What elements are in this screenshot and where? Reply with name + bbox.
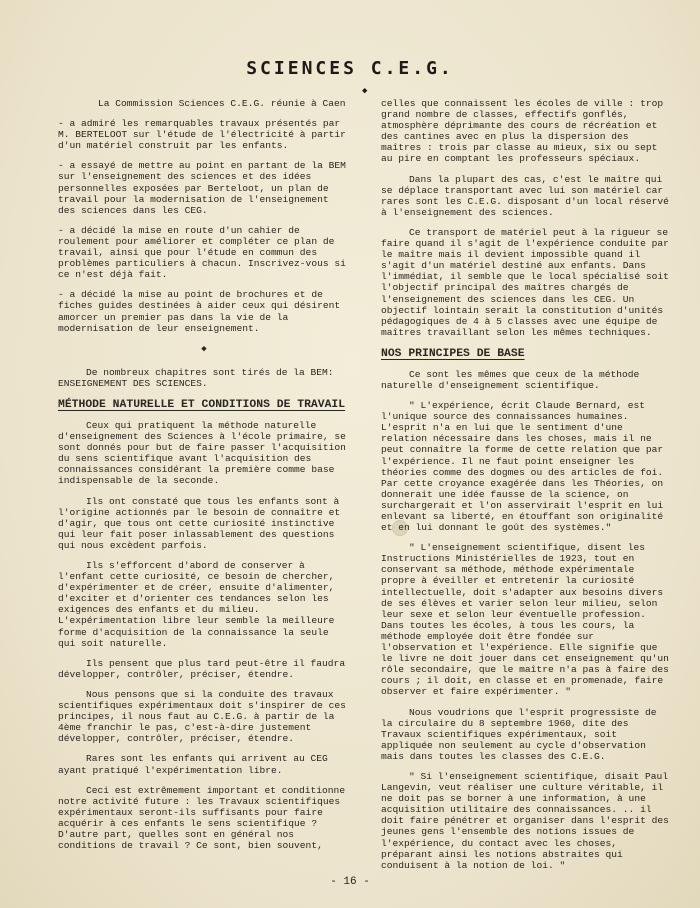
paragraph: celles que connaissent les écoles de ville : trop grand nombre de classes, effectifs gonflés, atmosphère déprimante des cours de récréation et des cantines avec en plus la dispersion des maîtres : trois par classe au mieux, six ou sept au pire en comptant les professeurs spéciaux. (381, 98, 669, 165)
paragraph: Ils pensent que plus tard peut-être il faudra développer, contrôler, préciser, étendre. (58, 657, 351, 680)
paragraph: Ceux qui pratiquent la méthode naturelle d'enseignement des Sciences à l'école primaire, se sont donnés pour but de faire passer l'acquisition du sens scientifique avant l'acquisition des connaissances considérant la première comme base indispensable de la seconde. (58, 419, 352, 487)
intro-text: La Commission Sciences C.E.G. réunie à Caen (98, 98, 346, 109)
section-heading: MÉTHODE NATURELLE ET CONDITIONS DE TRAVAIL (58, 398, 346, 411)
paragraph: Rares sont les enfants qui arrivent au CEG ayant pratiqué l'expérimentation libre. (58, 753, 334, 776)
right-column (381, 98, 673, 880)
page-title: SCIENCES C.E.G. (246, 58, 454, 79)
diamond-ornament-icon: ◆ (362, 86, 368, 96)
chapters-note: De nombreux chapitres sont tirés de la BEM: ENSEIGNEMENT DES SCIENCES. (58, 366, 340, 389)
section-heading: NOS PRINCIPES DE BASE (381, 347, 525, 360)
paragraph: Nous pensons que si la conduite des travaux scientifiques expérimentaux doit s'inspirer de ces principes, il nous faut au C.E.G. à partir de la 4ème franchir le pas, c'est-à-dire justement développer, contrôler, préciser, étendre. (58, 688, 352, 745)
paragraph: Nous voudrions que l'esprit progressiste de la circulaire du 8 septembre 1960, dite des Travaux scientifiques expérimentaux, soit appliquée non seulement au cycle d'observation mais dans toutes les classes des C.E.G. (381, 706, 663, 762)
diamond-ornament-icon: ◆ (201, 343, 207, 354)
quote-paragraph: " L'enseignement scientifique, disent les Instructions Ministérielles de 1923, tout en conservant sa méthode, méthode expérimentale propre à éveiller et entretenir la curiosité intellectuelle, doit s'adapter aux besoins divers de ses élèves et varier selon leur milieu, selon leur sexe et selon leur éventuelle profession. Dans toutes les écoles, à tous les cours, la méthode employée doit être fondée sur l'observation et l'expérience. Elle signifie que le livre ne doit jouer dans cet enseignement qu'un rôle secondaire, que le maître n'a pas à faire des cours ; il doit, en classe et en promenade, faire observer et faire expérimenter. " (381, 542, 675, 698)
paragraph: Ils s'efforcent d'abord de conserver à l'enfant cette curiosité, ce besoin de chercher, d'expérimenter et de créer, ensuite d'alimenter, d'exciter et d'orienter ces tendances selon les exigences des enfants et du milieu. L'expérimentation libre leur semble la meilleure forme d'acquisition de la connaissance la seule qui soit naturelle. (58, 560, 341, 649)
bullet-item: - a décidé la mise au point de brochures et de fiches guides destinées à aider ceux qui désirent amorcer un premier pas dans la vie de la modernisation de leur enseignement. (58, 289, 346, 334)
paragraph: Ce transport de matériel peut à la rigueur se faire quand il s'agit de l'expérience conduite par le maître mais il devient impossible quand il s'agit d'un matériel destiné aux enfants. Dans l'immédiat, il semble que le local spécialisé soit l'objectif principal des maîtres chargés de l'enseignement des sciences dans les CEG. Un objectif lointain serait la constitution d'unités pédagogiques de 4 à 5 classes avec une équipe de maîtres travaillant selon les mêmes techniques. (381, 226, 675, 338)
quote-paragraph: " L'expérience, écrit Claude Bernard, est l'unique source des connaissances humaines. L'esprit n'a en lui que le sentiment d'une relation nécessaire dans les choses, mais il ne peut connaître la forme de cette relation que par l'expérience. Il ne faut point enseigner les théories comme des dogmes ou des articles de foi. Par cette croyance exagérée dans les Théories, on donnerait une idée fausse de la science, on surchargerait et l'on asservirait l'esprit en lui enlevant sa liberté, en étouffant son originalité et en lui donnant le goût des systèmes." (381, 400, 669, 534)
page-number: - 16 - (330, 876, 370, 888)
bullet-item: - a essayé de mettre au point en partant de la BEM sur l'enseignement des sciences et des idées personnelles exposées par Berteloot, un plan de travail pour la modernisation de l'enseignement des sciences dans les CEG. (58, 160, 352, 216)
paragraph: Ceci est extrêmement important et conditionne notre activité future : les Travaux scientifiques expérimentaux seront-ils suffisants pour faire acquérir à ces enfants le sens scientifique ? D'autre part, quelles sont en général nos conditions de travail ? Ce sont, bien souvent, (58, 784, 351, 852)
bullet-item: - a décidé la mise en route d'un cahier de roulement pour améliorer et compléter ce plan de travail, ainsi que pour l'étude en commun des problèmes particuliers à chacun. Inscrivez-vous si ce n'est déjà fait. (58, 224, 352, 281)
quote-paragraph: " Si l'enseignement scientifique, disait Paul Langevin, veut réaliser une culture véritable, il ne doit pas se borner à une information, à une acquisition utilitaire des connaissances. .. il doit faire pénétrer et organiser dans l'esprit des jeunes gens l'ensemble des notions issues de l'expérience, du contact avec les choses, préparant ainsi les notions abstraites qui conduisent à la notion de loi. " (381, 770, 675, 871)
paragraph: Ce sont les mêmes que ceux de la méthode naturelle d'enseignement scientifique. (381, 368, 646, 391)
paragraph: Dans la plupart des cas, c'est le maître qui se déplace transportant avec lui son matériel car rares sont les C.E.G. disposant d'un local réservé à l'enseignement des sciences. (381, 173, 675, 218)
bullet-item: - a admiré les remarquables travaux présentés par M. BERTELOOT sur l'étude de l'électricité à partir d'un matériel construit par les enfants. (58, 118, 352, 152)
paragraph: Ils ont constaté que tous les enfants sont à l'origine actionnés par le besoin de connaître et d'agir, que tous ont cette curiosité instinctive qui leur fait poser inlassablement des questions qui nous excèdent parfois. (58, 495, 346, 551)
left-column (58, 98, 350, 860)
